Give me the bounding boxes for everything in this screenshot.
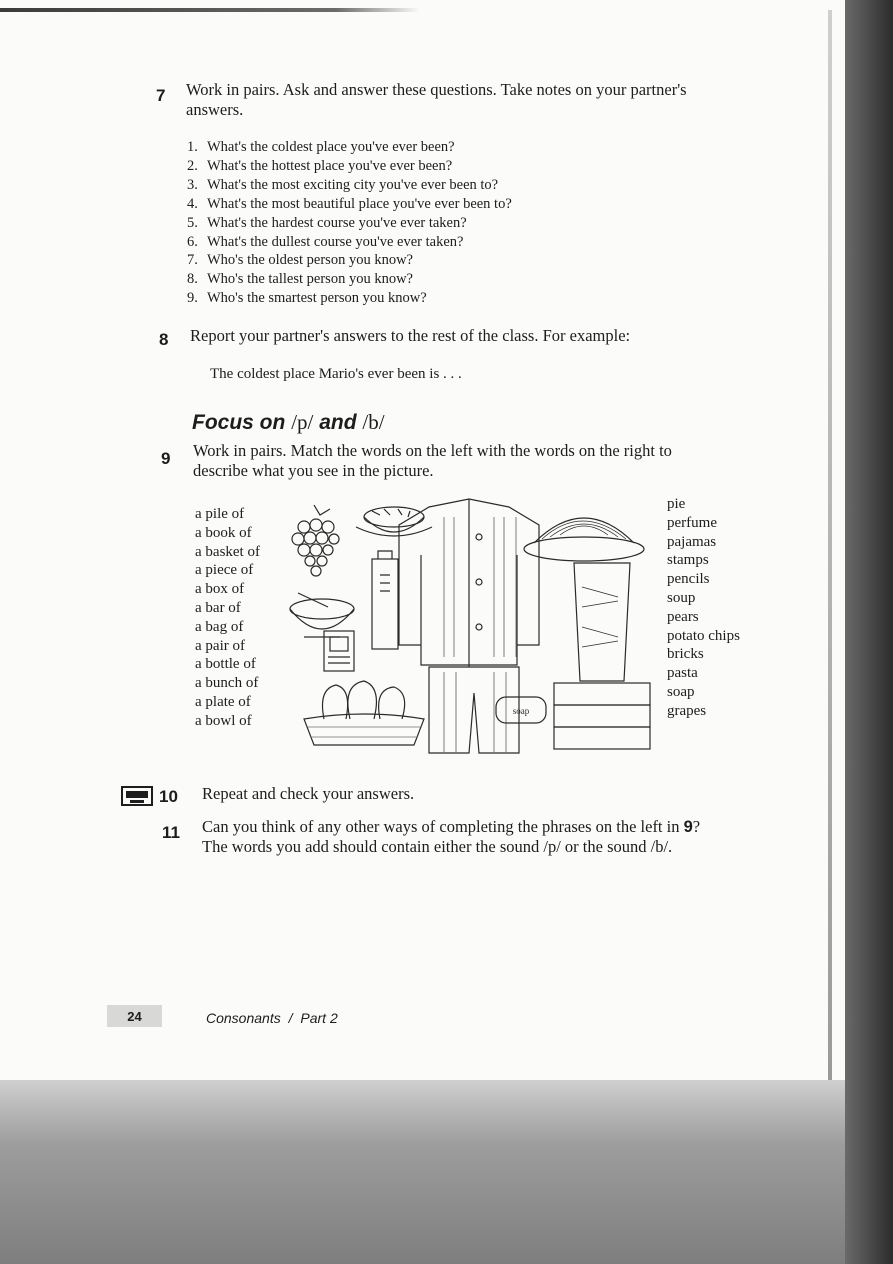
left-phrase: a book of	[195, 524, 252, 541]
soap-label: soap	[512, 706, 530, 716]
question-text: What's the most exciting city you've ever been to?	[207, 176, 499, 193]
exercise-ref: 9	[683, 818, 693, 836]
heading-and: and	[319, 411, 357, 434]
right-word: soup	[667, 589, 696, 606]
pasta-drawing	[524, 518, 644, 561]
question-number: 7.	[187, 252, 198, 269]
left-phrase: a piece of	[195, 562, 254, 579]
right-word: pie	[667, 496, 686, 512]
left-phrase: a plate of	[195, 693, 251, 710]
exercise-8-example: The coldest place Mario's ever been is . . .	[210, 366, 462, 382]
exercise-8-number: 8	[159, 330, 169, 349]
heading-sound-p: /p/	[291, 410, 314, 434]
question-text: What's the most beautiful place you've ever been to?	[207, 195, 512, 212]
question-text: Who's the smartest person you know?	[207, 290, 427, 307]
left-phrase: a box of	[195, 581, 245, 598]
right-word: stamps	[667, 552, 709, 569]
right-word: bricks	[667, 646, 704, 663]
exercise-11-instruction	[202, 817, 700, 857]
scan-edge-shadow	[845, 0, 893, 1264]
grapes-drawing	[292, 505, 339, 576]
question-number: 9.	[187, 290, 198, 307]
left-phrase: a basket of	[195, 543, 260, 560]
scan-shadow	[0, 1080, 893, 1264]
right-word: grapes	[667, 702, 707, 719]
top-rule	[0, 8, 420, 12]
page-number: 24	[107, 1005, 162, 1027]
exercise-9-instruction-line1: Work in pairs. Match the words on the left with the words on the right to	[193, 441, 672, 460]
page-edge	[828, 10, 832, 1080]
question-text: What's the coldest place you've ever been?	[207, 139, 455, 155]
right-word: pencils	[667, 571, 710, 588]
heading-sound-b: /b/	[362, 410, 385, 434]
question-number: 5.	[187, 214, 198, 231]
exercise-11-line1	[202, 817, 700, 837]
question-item	[187, 176, 512, 195]
left-phrase: a bar of	[195, 599, 241, 616]
question-item	[187, 233, 512, 252]
exercise-9-number: 9	[161, 449, 171, 468]
question-number: 4.	[187, 195, 198, 212]
question-text: What's the hardest course you've ever taken?	[207, 214, 467, 231]
question-number: 2.	[187, 157, 198, 174]
exercise-9-instruction-line2: describe what you see in the picture.	[193, 461, 434, 480]
footer-section	[206, 1010, 338, 1026]
question-number: 8.	[187, 271, 198, 288]
right-word-list	[667, 495, 740, 721]
left-phrase: a bag of	[195, 618, 244, 635]
exercise-11-number: 11	[162, 823, 180, 842]
footer-part: Part 2	[300, 1010, 338, 1026]
right-word: soap	[667, 683, 695, 700]
right-word: potato chips	[667, 627, 740, 644]
question-number: 3.	[187, 176, 198, 193]
left-phrase: a bowl of	[195, 712, 252, 729]
section-heading	[192, 410, 385, 435]
question-number: 1.	[187, 139, 198, 155]
exercise-11-line2: The words you add should contain either the sound /p/ or the sound /b/.	[202, 837, 673, 856]
footer-separator: /	[288, 1010, 293, 1026]
left-phrase: a bottle of	[195, 656, 256, 673]
grocery-illustration	[284, 497, 664, 759]
question-item	[187, 195, 512, 214]
right-word: pajamas	[667, 533, 717, 550]
question-item	[187, 289, 512, 308]
exercise-11-line1-text: Can you think of any other ways of completing the phrases on the left in	[202, 817, 684, 836]
exercise-7-question-list	[187, 138, 512, 308]
bricks-drawing	[554, 683, 650, 749]
exercise-7-instruction-line1: Work in pairs. Ask and answer these questions. Take notes on your partner's	[186, 80, 687, 99]
right-word: perfume	[667, 514, 717, 531]
exercise-9-instruction	[193, 441, 672, 481]
question-item	[187, 270, 512, 289]
right-word: pasta	[667, 665, 698, 682]
question-number: 6.	[187, 233, 198, 250]
exercise-7-number: 7	[156, 86, 166, 105]
footer-section-name: Consonants	[206, 1010, 281, 1026]
question-text: Who's the tallest person you know?	[207, 271, 413, 288]
question-item	[187, 138, 512, 157]
exercise-10-number: 10	[159, 787, 178, 806]
left-phrase: a pile of	[195, 506, 245, 522]
potato-chips-drawing	[574, 563, 630, 681]
question-text: What's the dullest course you've ever taken?	[207, 233, 464, 250]
exercise-10-instruction: Repeat and check your answers.	[202, 784, 415, 803]
soap-drawing	[496, 697, 546, 723]
left-phrase-list	[195, 505, 260, 731]
left-phrase: a pair of	[195, 637, 245, 654]
exercise-11-line1-end: ?	[692, 817, 701, 836]
cassette-tape-icon	[121, 786, 153, 806]
question-item	[187, 251, 512, 270]
question-item	[187, 157, 512, 176]
exercise-8-instruction: Report your partner's answers to the rest of the class. For example:	[190, 326, 631, 345]
left-phrase: a bunch of	[195, 675, 259, 692]
exercise-7-instruction-line2: answers.	[186, 100, 244, 119]
question-item	[187, 214, 512, 233]
heading-prefix: Focus on	[192, 411, 286, 434]
question-text: Who's the oldest person you know?	[207, 252, 413, 269]
pears-drawing	[304, 681, 424, 745]
exercise-7-instruction	[186, 80, 687, 120]
right-word: pears	[667, 608, 699, 625]
question-text: What's the hottest place you've ever been?	[207, 157, 453, 174]
perfume-drawing	[372, 551, 398, 649]
